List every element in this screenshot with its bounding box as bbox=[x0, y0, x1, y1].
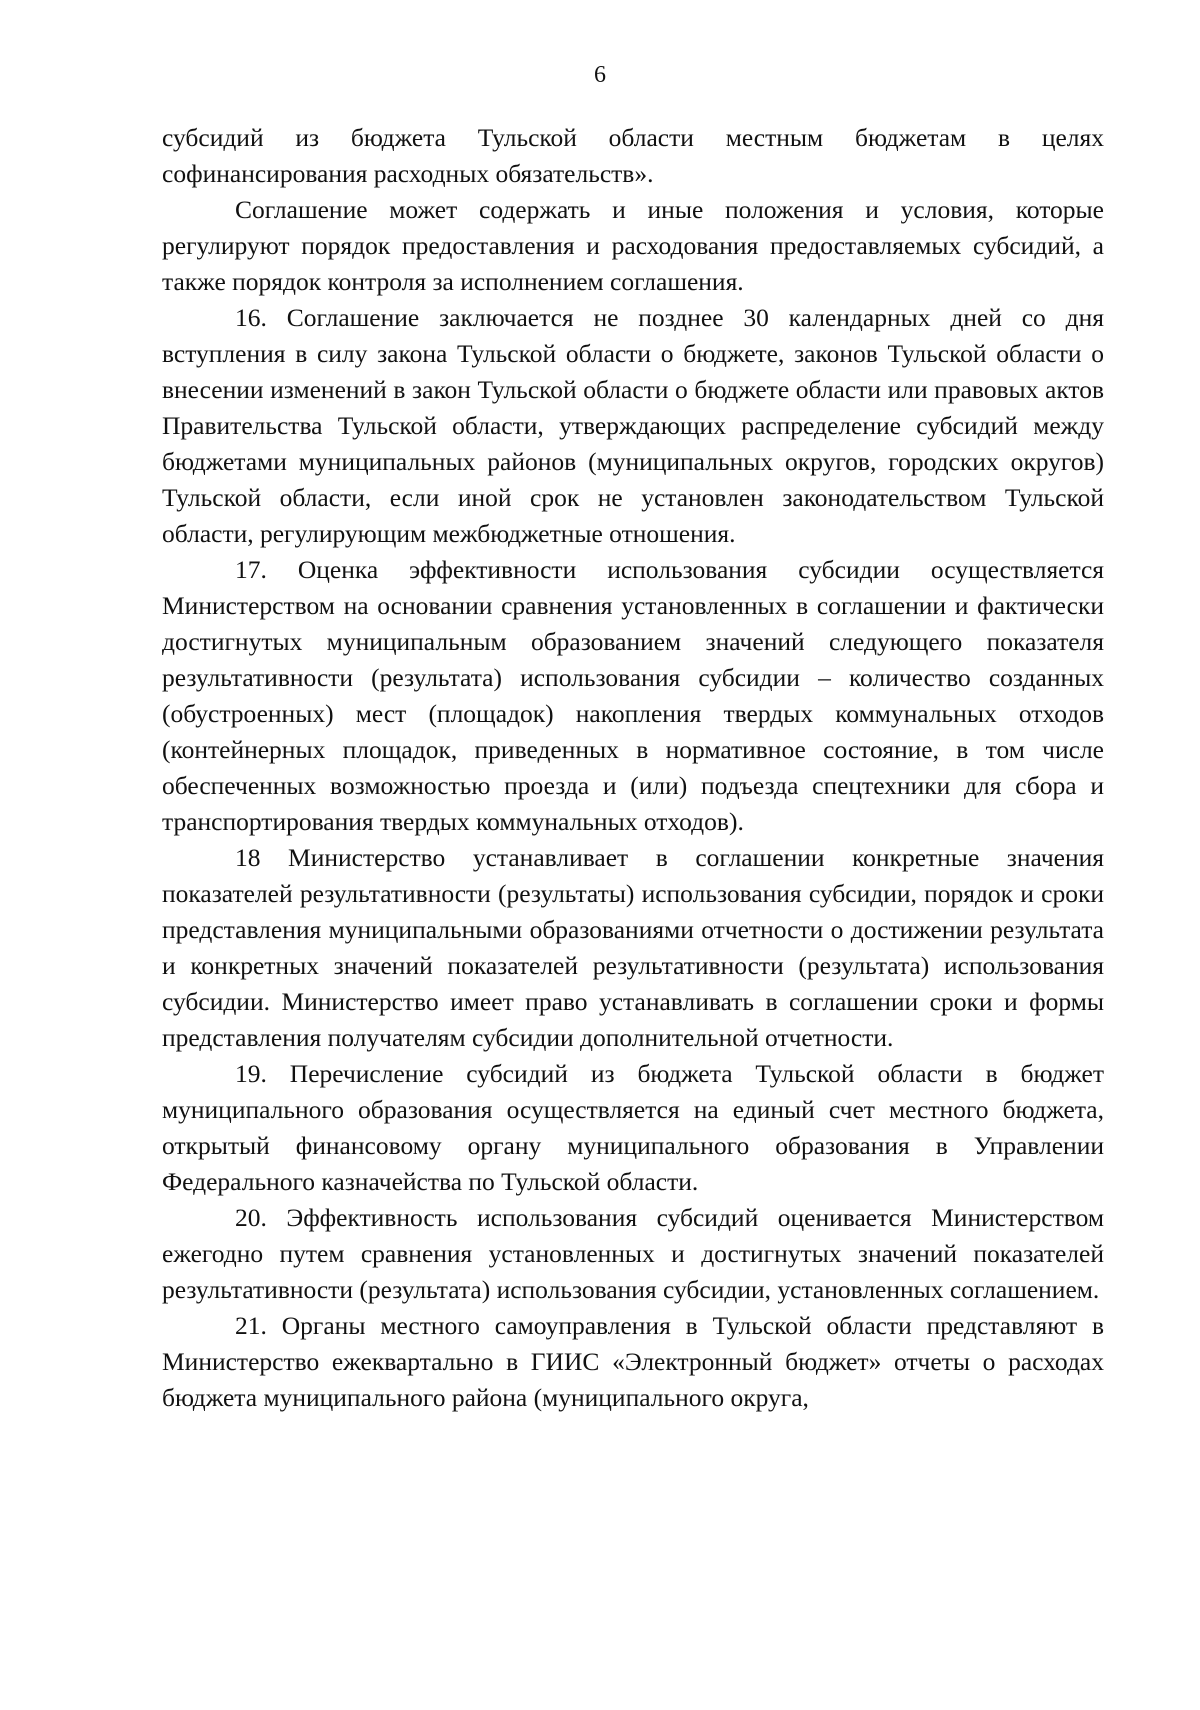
paragraph-18: 18 Министерство устанавливает в соглашении конкретные значения показателей результативности (результаты) использования субсидии, порядок и сроки представления муниципальными образованиями отчетности о достижении результата и конкретных значений показателей результативности (результата) использования субсидии. Министерство имеет право устанавливать в соглашении сроки и формы представления получателям субсидии дополнительной отчетности. bbox=[162, 843, 1104, 1052]
paragraph-17: 17. Оценка эффективности использования субсидии осуществляется Министерством на основании сравнения установленных в соглашении и фактически достигнутых муниципальным образованием значений следующего показателя результативности (результата) использования субсидии – количество созданных (обустроенных) мест (площадок) накопления твердых коммунальных отходов (контейнерных площадок, приведенных в нормативное состояние, в том числе обеспеченных возможностью проезда и (или) подъезда спецтехники для сбора и транспортирования твердых коммунальных отходов). bbox=[162, 555, 1104, 836]
page-number: 6 bbox=[594, 62, 606, 88]
paragraph-19: 19. Перечисление субсидий из бюджета Тульской области в бюджет муниципального образования осуществляется на единый счет местного бюджета, открытый финансовому органу муниципального образования в Управлении Федерального казначейства по Тульской области. bbox=[162, 1059, 1104, 1196]
paragraph-continuation: субсидий из бюджета Тульской области местным бюджетам в целях софинансирования расходных обязательств». bbox=[162, 123, 1104, 188]
paragraph-16: 16. Соглашение заключается не позднее 30 календарных дней со дня вступления в силу закона Тульской области о бюджете, законов Тульской области о внесении изменений в закон Тульской области о бюджете области или правовых актов Правительства Тульской области, утверждающих распределение субсидий между бюджетами муниципальных районов (муниципальных округов, городских округов) Тульской области, если иной срок не установлен законодательством Тульской области, регулирующим межбюджетные отношения. bbox=[162, 303, 1104, 548]
paragraph-21: 21. Органы местного самоуправления в Тульской области представляют в Министерство ежеквартально в ГИИС «Электронный бюджет» отчеты о расходах бюджета муниципального района (муниципального округа, bbox=[162, 1311, 1104, 1412]
paragraph-20: 20. Эффективность использования субсидий оценивается Министерством ежегодно путем сравнения установленных и достигнутых значений показателей результативности (результата) использования субсидии, установленных соглашением. bbox=[162, 1203, 1104, 1304]
document-body bbox=[162, 120, 1104, 1416]
paragraph-agreement-terms: Соглашение может содержать и иные положения и условия, которые регулируют порядок предоставления и расходования предоставляемых субсидий, а также порядок контроля за исполнением соглашения. bbox=[162, 195, 1104, 296]
